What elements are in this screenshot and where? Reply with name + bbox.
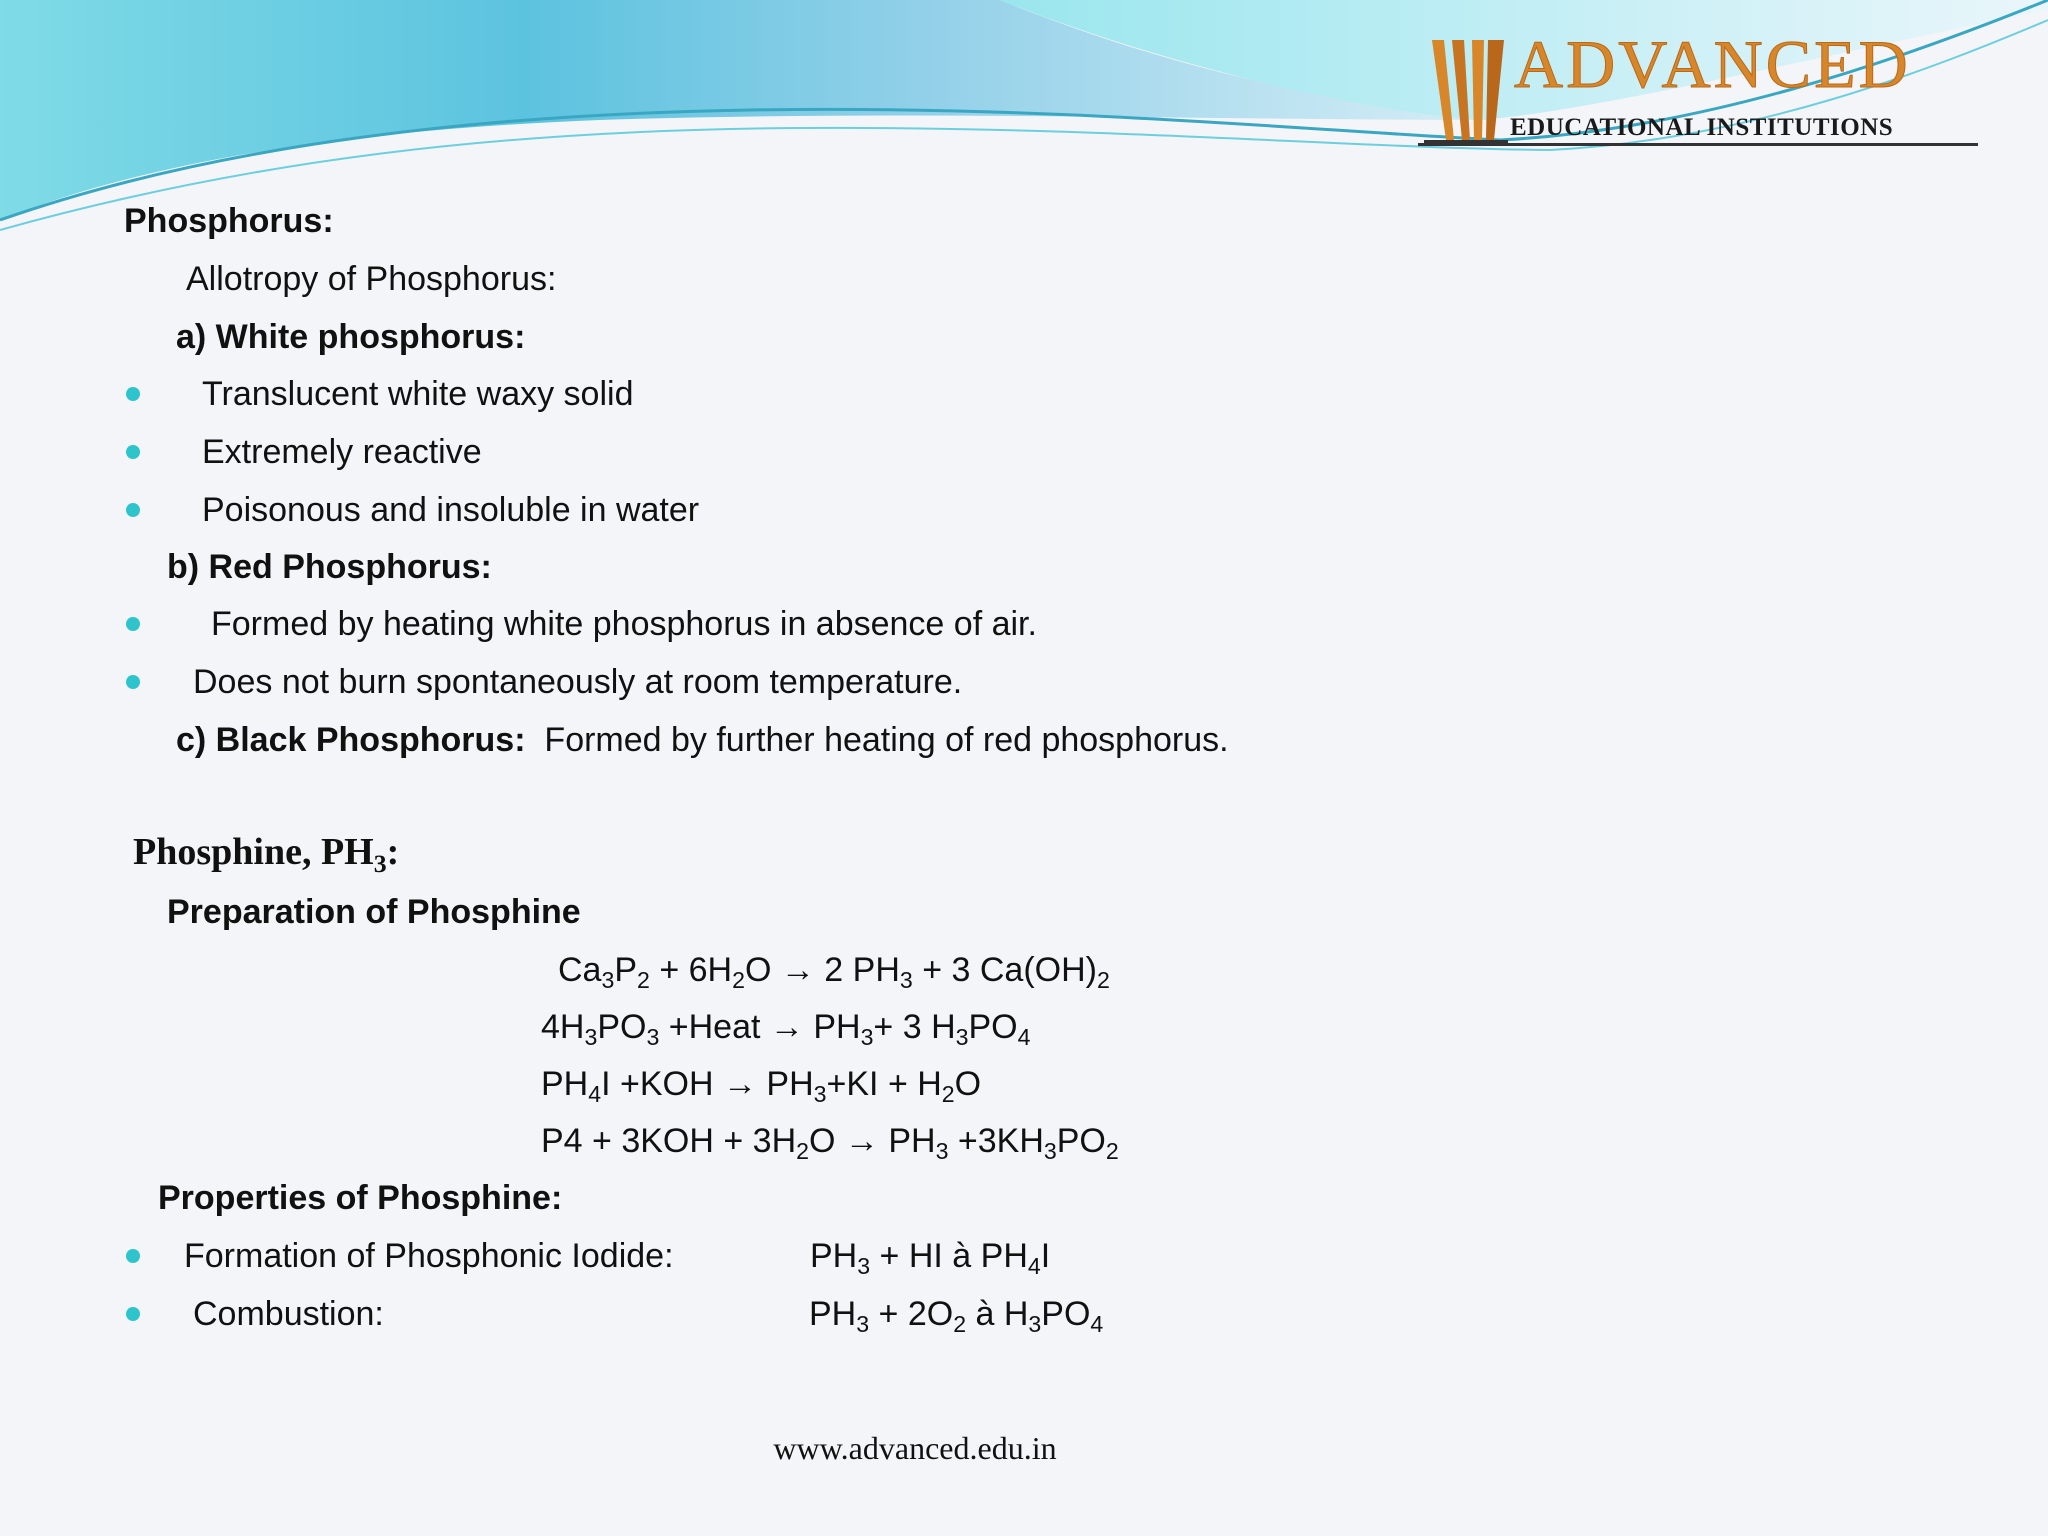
allotropy-subtitle: Allotropy of Phosphorus:	[186, 260, 557, 298]
institution-logo	[1418, 28, 1978, 153]
property-2-label: Combustion:	[193, 1295, 384, 1333]
footer-url[interactable]: www.advanced.edu.in	[773, 1430, 1057, 1466]
logo-subtitle: EDUCATIONAL INSTITUTIONS	[1510, 114, 1894, 141]
bullet-dot	[126, 1249, 140, 1263]
red-phosphorus-heading: b) Red Phosphorus:	[167, 548, 492, 586]
logo-emblem-icon	[1424, 36, 1508, 146]
black-phosphorus-text: Formed by further heating of red phosphorus.	[544, 721, 1229, 759]
property-1-label: Formation of Phosphonic Iodide:	[184, 1237, 674, 1275]
section-title-phosphorus: Phosphorus:	[124, 202, 334, 240]
white-bullet-1: Translucent white waxy solid	[202, 375, 634, 413]
bullet-dot	[126, 1307, 140, 1321]
preparation-heading: Preparation of Phosphine	[167, 893, 581, 931]
white-phosphorus-heading: a) White phosphorus:	[176, 318, 526, 356]
section-title-phosphine	[133, 830, 400, 878]
equation-4: $P4 + 3KOH + 3H_2O \to PH_3 +3KH_3PO_2$	[541, 1122, 1119, 1164]
bullet-dot	[126, 445, 140, 459]
red-bullet-2: Does not burn spontaneously at room temperature.	[193, 663, 963, 701]
bullet-dot	[126, 617, 140, 631]
property-2-equation: $PH_3 + 2O_2$ à $H_3PO_4$	[809, 1295, 1104, 1337]
bullet-dot	[126, 387, 140, 401]
logo-underline	[1418, 143, 1978, 146]
logo-word: ADVANCED	[1514, 26, 1911, 102]
bullet-dot	[126, 675, 140, 689]
red-bullet-1: Formed by heating white phosphorus in absence of air.	[211, 605, 1037, 643]
phosphine-title-subscript: 3	[373, 848, 387, 878]
phosphine-title-text: Phosphine, PH	[133, 831, 374, 873]
equation-2: $4H_3PO_3$ +Heat → $PH_3+ 3$ $H_3PO_4$	[541, 1008, 1031, 1050]
white-bullet-2: Extremely reactive	[202, 433, 482, 471]
bullet-dot	[126, 503, 140, 517]
black-phosphorus-line	[176, 720, 1229, 760]
equation-3: $PH_4I +KOH \to PH_3+KI + H_2O$	[541, 1065, 982, 1107]
black-phosphorus-heading: c) Black Phosphorus:	[176, 721, 526, 759]
white-bullet-3: Poisonous and insoluble in water	[202, 491, 700, 529]
property-1-equation: $PH_3$ + HI à $PH_4I$	[810, 1237, 1051, 1279]
properties-heading: Properties of Phosphine:	[158, 1179, 563, 1217]
phosphine-title-colon: :	[386, 831, 400, 873]
equation-1: $Ca_3P_2 + 6H_2O \to 2$ $PH_3 + 3$ $Ca(OH)_2$	[558, 951, 1110, 993]
